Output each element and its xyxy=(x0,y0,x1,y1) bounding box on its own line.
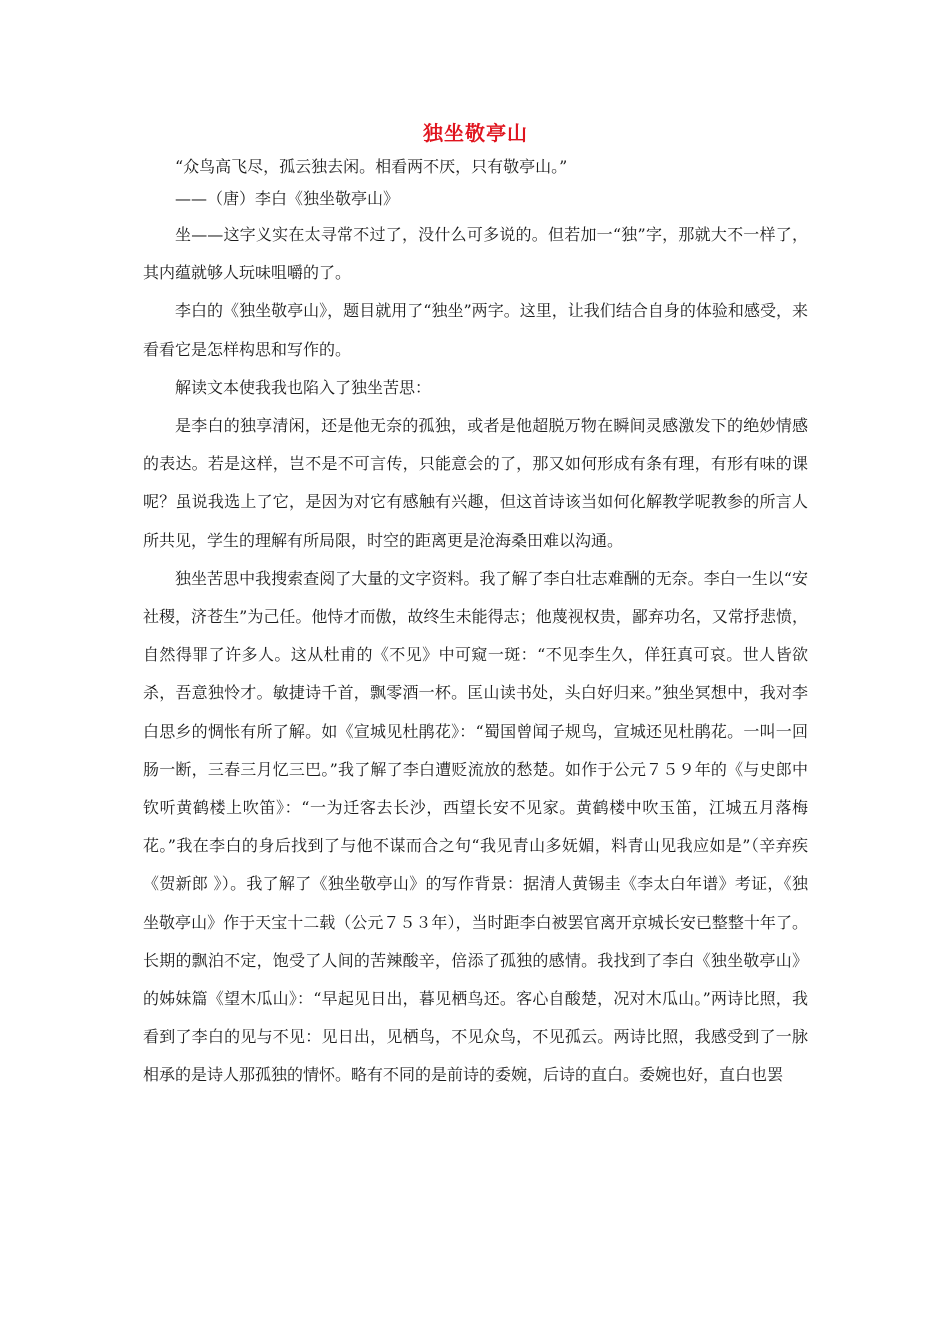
document-page xyxy=(143,118,808,1095)
poem-attribution: ——（唐）李白《独坐敬亭山》 xyxy=(175,189,400,208)
paragraph-3: 解读文本使我我也陷入了独坐苦思： xyxy=(175,377,432,397)
paragraph-1: 坐——这字义实在太寻常不过了，没什么可多说的。但若加一“独”字，那就大不一样了，其内蕴就够人玩味咀嚼的了。 xyxy=(143,225,808,283)
poem-quote: “众鸟高飞尽，孤云独去闲。相看两不厌，只有敬亭山。” xyxy=(175,157,568,176)
paragraph-2: 李白的《独坐敬亭山》，题目就用了“独坐”两字。这里，让我们结合自身的体验和感受，来看看它是怎样构思和写作的。 xyxy=(143,301,808,359)
paragraph-4: 是李白的独享清闲，还是他无奈的孤独，或者是他超脱万物在瞬间灵感激发下的绝妙情感的表达。若是这样，岂不是不可言传，只能意会的了，那又如何形成有条有理，有形有味的课呢？虽说我选上了它，是因为对它有感触有兴趣，但这首诗该当如何化解教学呢教参的所言人所共见，学生的理解有所局限，时空的距离更是沧海桑田难以沟通。 xyxy=(143,416,808,550)
document-title: 独坐敬亭山 xyxy=(423,121,528,145)
paragraph-5: 独坐苦思中我搜索查阅了大量的文字资料。我了解了李白壮志难酬的无奈。李白一生以“安社稷，济苍生”为己任。他恃才而傲，故终生未能得志；他蔑视权贵，鄙弃功名，又常抒悲愤，自然得罪了许多人。这从杜甫的《不见》中可窥一斑：“不见李生久，佯狂真可哀。世人皆欲杀，吾意独怜才。敏捷诗千首，飘零酒一杯。匡山读书处，头白好归来。”独坐冥想中，我对李白思乡的惆怅有所了解。如《宣城见杜鹃花》：“蜀国曾闻子规鸟，宣城还见杜鹃花。一叫一回肠一断，三春三月忆三巴。”我了解了李白遭贬流放的愁楚。如作于公元７５９年的《与史郎中钦听黄鹤楼上吹笛》：“一为迁客去长沙，西望长安不见家。黄鹤楼中吹玉笛，江城五月落梅花。”我在李白的身后找到了与他不谋而合之句“我见青山多妩媚，料青山见我应如是”（辛弃疾《贺新郎 》）。我了解了《独坐敬亭山》的写作背景：据清人黄锡圭《李太白年谱》考证，《独坐敬亭山》作于天宝十二载（公元７５３年），当时距李白被罢官离开京城长安已整整十年了。长期的飘泊不定，饱受了人间的苦辣酸辛，倍添了孤独的感情。我找到了李白《独坐敬亭山》的姊妹篇《望木瓜山》：“早起见日出，暮见栖鸟还。客心自酸楚，况对木瓜山。”两诗比照，我看到了李白的见与不见：见日出，见栖鸟，不见众鸟，不见孤云。两诗比照，我感受到了一脉相承的是诗人那孤独的情怀。略有不同的是前诗的委婉，后诗的直白。委婉也好，直白也罢 xyxy=(143,568,808,1085)
